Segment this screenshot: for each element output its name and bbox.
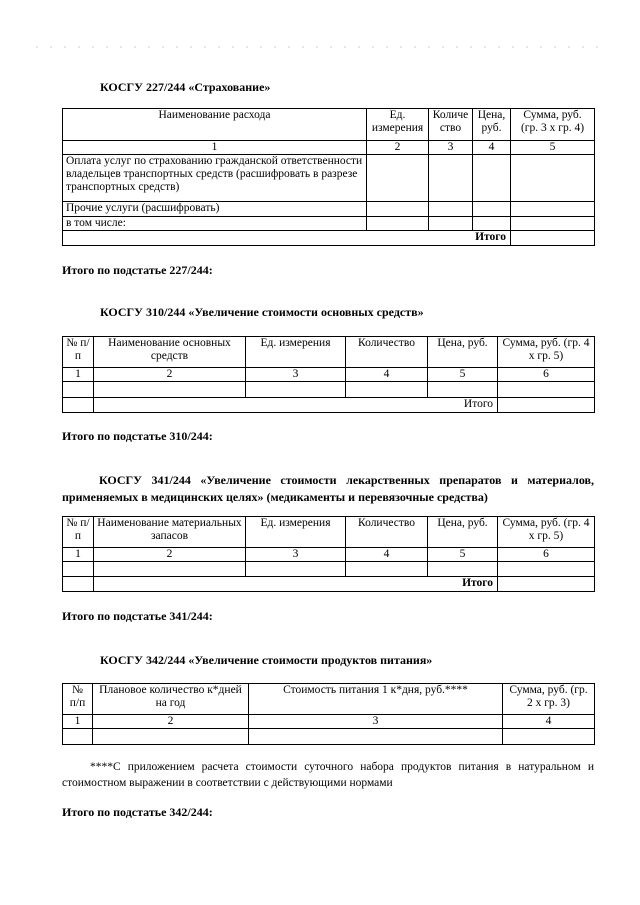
header-cell: Ед. измерения: [367, 109, 429, 141]
row-label: Прочие услуги (расшифровать): [63, 202, 367, 217]
header-cell: № п/п: [63, 684, 93, 715]
column-number: 5: [428, 548, 498, 562]
header-cell: Количе ство: [429, 109, 473, 141]
column-number-row: [63, 715, 595, 729]
column-number: 2: [93, 715, 249, 729]
header-cell: Наименование расхода: [63, 109, 367, 141]
header-cell: Плановое количество к*дней на год: [93, 684, 249, 715]
section-342-title: КОСГУ 342/244 «Увеличение стоимости продуктов питания»: [100, 653, 433, 667]
column-number: 2: [94, 368, 246, 382]
column-number: 1: [63, 141, 367, 155]
header-cell: Наименование материальных запасов: [94, 517, 246, 548]
header-cell: № п/п: [63, 517, 94, 548]
header-cell: № п/п: [63, 337, 94, 368]
section-227-title: КОСГУ 227/244 «Страхование»: [100, 80, 271, 94]
column-number: 4: [473, 141, 511, 155]
header-cell: Наименование основных средств: [94, 337, 246, 368]
column-number: 1: [63, 715, 93, 729]
itogo-label: Итого: [94, 398, 498, 413]
table-row: [63, 562, 595, 577]
table-342: [62, 683, 595, 745]
column-number: 3: [246, 368, 346, 382]
subtotal-341: Итого по подстатье 341/244:: [62, 609, 213, 623]
header-cell: Цена, руб.: [428, 517, 498, 548]
header-cell: Ед. измерения: [246, 517, 346, 548]
table-row: [63, 729, 595, 745]
total-row: [63, 398, 595, 413]
table-row: [63, 217, 595, 231]
column-number: 6: [498, 368, 595, 382]
section-310-title: КОСГУ 310/244 «Увеличение стоимости основных средств»: [100, 305, 424, 319]
column-number: 4: [346, 368, 428, 382]
header-cell: Количество: [346, 337, 428, 368]
total-row: [63, 231, 595, 246]
table-310: [62, 336, 595, 413]
header-cell: Сумма, руб. (гр. 2 х гр. 3): [503, 684, 595, 715]
header-cell: Сумма, руб. (гр. 3 х гр. 4): [511, 109, 595, 141]
column-number: 5: [511, 141, 595, 155]
header-cell: Цена, руб.: [473, 109, 511, 141]
table-header-row: [63, 517, 595, 548]
column-number: 1: [63, 548, 94, 562]
header-cell: Стоимость питания 1 к*дня, руб.****: [249, 684, 503, 715]
header-cell: Сумма, руб. (гр. 4 х гр. 5): [498, 337, 595, 368]
subtotal-227: Итого по подстатье 227/244:: [62, 263, 213, 277]
header-cell: Цена, руб.: [428, 337, 498, 368]
total-row: [63, 577, 595, 592]
column-number: 2: [367, 141, 429, 155]
column-number: 6: [498, 548, 595, 562]
column-number-row: [63, 548, 595, 562]
row-label: Оплата услуг по страхованию гражданской ответственности владельцев транспортных средств (расшифровать в разрезе транспортных средств): [63, 155, 367, 202]
table-row: [63, 202, 595, 217]
itogo-label: Итого: [63, 231, 511, 246]
column-number: 5: [428, 368, 498, 382]
column-number: 3: [249, 715, 503, 729]
header-cell: Ед. измерения: [246, 337, 346, 368]
table-header-row: [63, 109, 595, 141]
column-number: 3: [429, 141, 473, 155]
header-cell: Сумма, руб. (гр. 4 х гр. 5): [498, 517, 595, 548]
column-number: 2: [94, 548, 246, 562]
column-number: 1: [63, 368, 94, 382]
row-label: в том числе:: [63, 217, 367, 231]
table-341: [62, 516, 595, 592]
header-cell: Количество: [346, 517, 428, 548]
column-number: 4: [503, 715, 595, 729]
scan-noise: [30, 46, 610, 48]
table-row: [63, 155, 595, 202]
table-row: [63, 382, 595, 398]
column-number-row: [63, 141, 595, 155]
subtotal-310: Итого по подстатье 310/244:: [62, 429, 213, 443]
column-number: 3: [246, 548, 346, 562]
table-header-row: [63, 684, 595, 715]
table-header-row: [63, 337, 595, 368]
section-341-title: КОСГУ 341/244 «Увеличение стоимости лекарственных препаратов и материалов, применяемых в медицинских целях» (медикаменты и перевязочные средства): [62, 473, 594, 504]
itogo-label: Итого: [94, 577, 498, 592]
column-number: 4: [346, 548, 428, 562]
table-227: [62, 108, 595, 246]
subtotal-342: Итого по подстатье 342/244:: [62, 805, 213, 819]
footnote: ****С приложением расчета стоимости суточного набора продуктов питания в натуральном и стоимостном выражении в соответствии с действующими нормами: [62, 761, 594, 789]
column-number-row: [63, 368, 595, 382]
